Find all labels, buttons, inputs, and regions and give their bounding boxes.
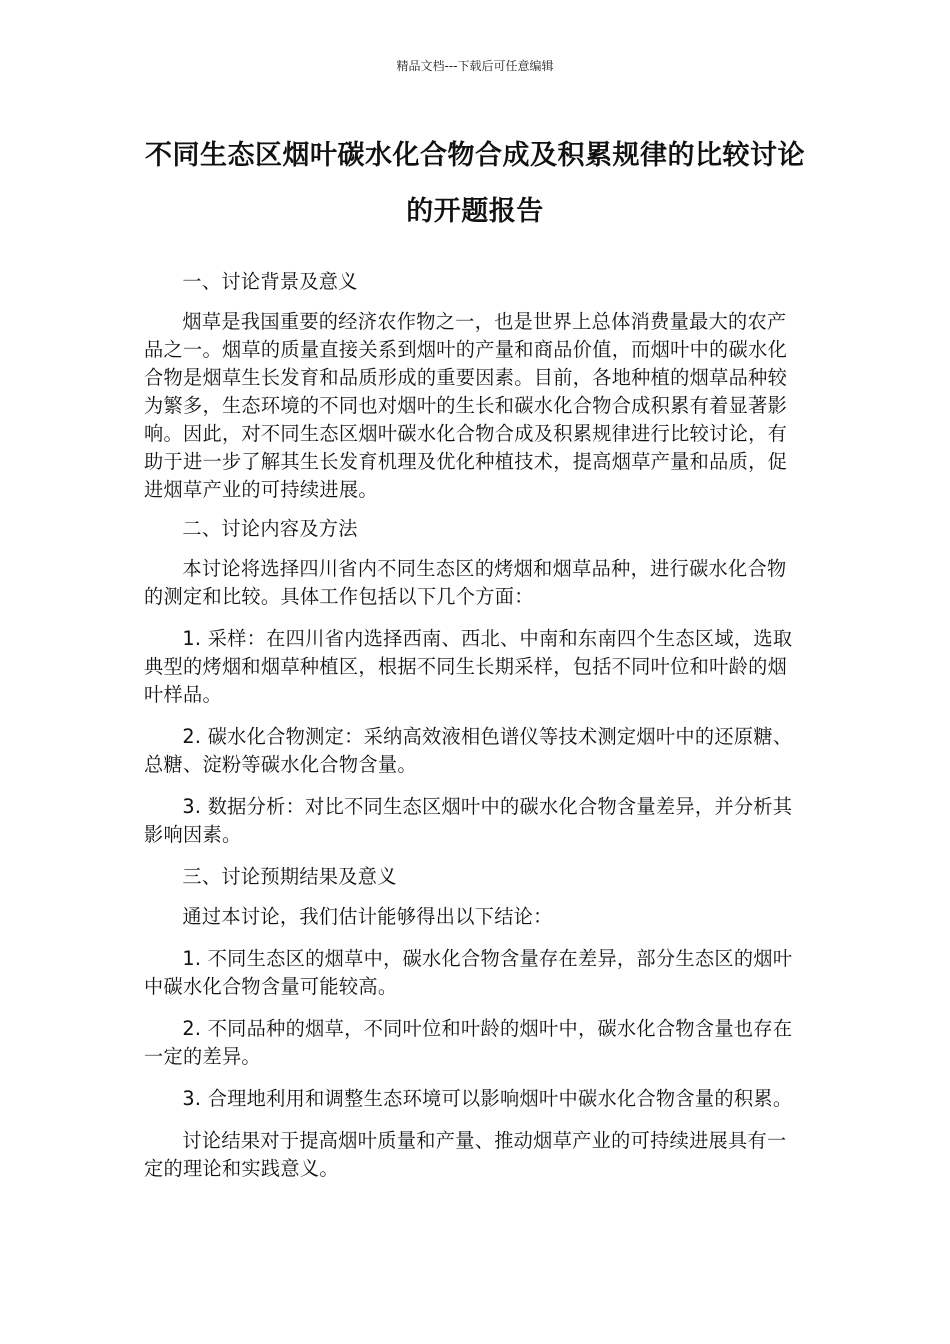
list-item-sampling: 1. 采样：在四川省内选择西南、西北、中南和东南四个生态区域，选取典型的烤烟和烟草种植区，根据不同生长期采样，包括不同叶位和叶龄的烟叶样品。 bbox=[144, 627, 793, 706]
list-item-result-1: 1. 不同生态区的烟草中，碳水化合物含量存在差异，部分生态区的烟叶中碳水化合物含量可能较高。 bbox=[144, 947, 793, 998]
header-note: 精品文档---下载后可任意编辑 bbox=[396, 59, 554, 73]
section-heading-methods: 二、讨论内容及方法 bbox=[182, 517, 358, 540]
section-heading-results: 三、讨论预期结果及意义 bbox=[182, 865, 397, 888]
list-item-result-3: 3. 合理地利用和调整生态环境可以影响烟叶中碳水化合物含量的积累。 bbox=[182, 1087, 793, 1110]
section-heading-background: 一、讨论背景及意义 bbox=[182, 270, 358, 293]
paragraph-background: 烟草是我国重要的经济农作物之一，也是世界上总体消费量最大的农产品之一。烟草的质量直接关系到烟叶的产量和商品价值，而烟叶中的碳水化合物是烟草生长发育和品质形成的重要因素。目前，各地种植的烟草品种较为繁多，生态环境的不同也对烟叶的生长和碳水化合物合成积累有着显著影响。因此，对不同生态区烟叶碳水化合物合成及积累规律进行比较讨论，有助于进一步了解其生长发育机理及优化种植技术，提高烟草产量和品质，促进烟草产业的可持续进展。 bbox=[144, 310, 788, 501]
list-item-analysis: 3. 数据分析：对比不同生态区烟叶中的碳水化合物含量差异，并分析其影响因素。 bbox=[144, 795, 793, 846]
document-body bbox=[144, 268, 800, 1194]
list-item-result-2: 2. 不同品种的烟草，不同叶位和叶龄的烟叶中，碳水化合物含量也存在一定的差异。 bbox=[144, 1017, 793, 1068]
list-item-measurement: 2. 碳水化合物测定：采纳高效液相色谱仪等技术测定烟叶中的还原糖、总糖、淀粉等碳水化合物含量。 bbox=[144, 725, 793, 776]
document-title: 不同生态区烟叶碳水化合物合成及积累规律的比较讨论的开题报告 bbox=[145, 140, 805, 227]
paragraph-conclusion: 讨论结果对于提高烟叶质量和产量、推动烟草产业的可持续进展具有一定的理论和实践意义。 bbox=[144, 1129, 787, 1180]
paragraph-methods-intro: 本讨论将选择四川省内不同生态区的烤烟和烟草品种，进行碳水化合物的测定和比较。具体工作包括以下几个方面： bbox=[144, 557, 787, 608]
paragraph-results-intro: 通过本讨论，我们估计能够得出以下结论： bbox=[182, 905, 553, 928]
